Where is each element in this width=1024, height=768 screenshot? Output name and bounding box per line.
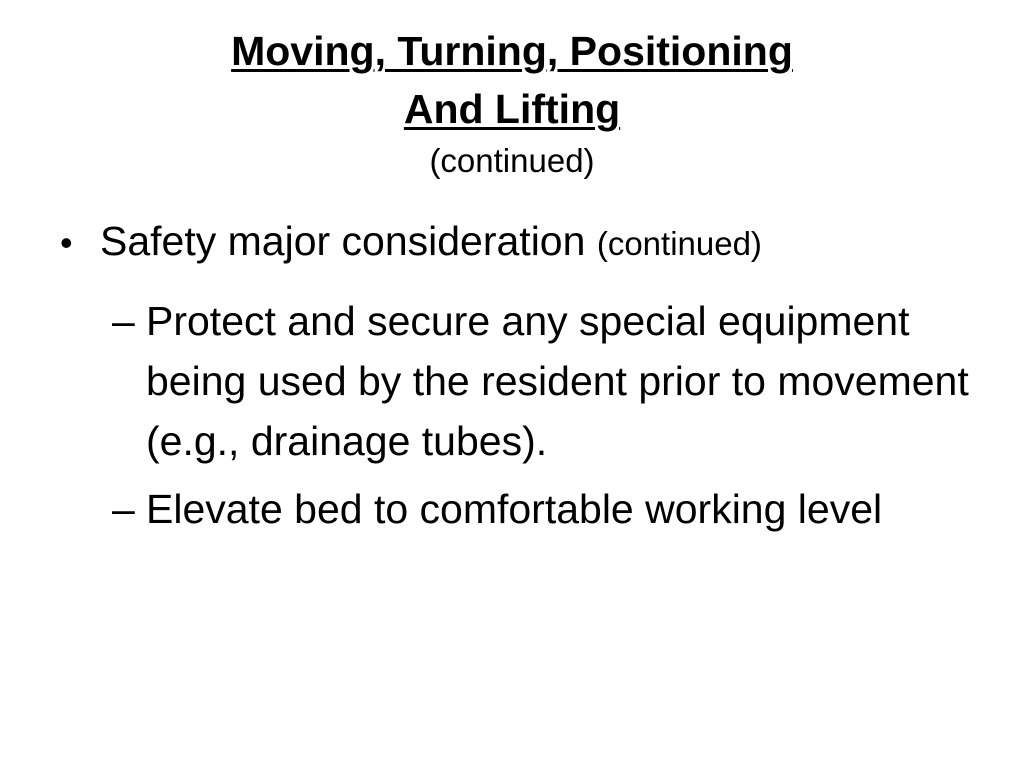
bullet-text-wrap	[100, 212, 762, 273]
bullet-icon: •	[60, 222, 73, 263]
sub-bullet-text: Elevate bed to comfortable working level	[146, 486, 883, 532]
bullet-text: Safety major consideration	[100, 218, 586, 264]
title-subtitle: (continued)	[429, 142, 595, 179]
bullet-note: (continued)	[596, 225, 762, 262]
sub-bullet-item	[112, 291, 980, 471]
slide-body	[60, 212, 980, 547]
dash-icon: –	[112, 298, 135, 344]
sub-bullet-list	[60, 291, 980, 539]
sub-bullet-text: Protect and secure any special equipment being used by the resident prior to movement (e.g., drainage tubes).	[146, 298, 969, 464]
slide-title	[0, 22, 1024, 184]
title-line-1: Moving, Turning, Positioning	[231, 28, 793, 74]
bullet-item	[60, 212, 980, 273]
title-line-2: And Lifting	[403, 86, 621, 132]
sub-bullet-item	[112, 479, 980, 539]
dash-icon: –	[112, 486, 135, 532]
